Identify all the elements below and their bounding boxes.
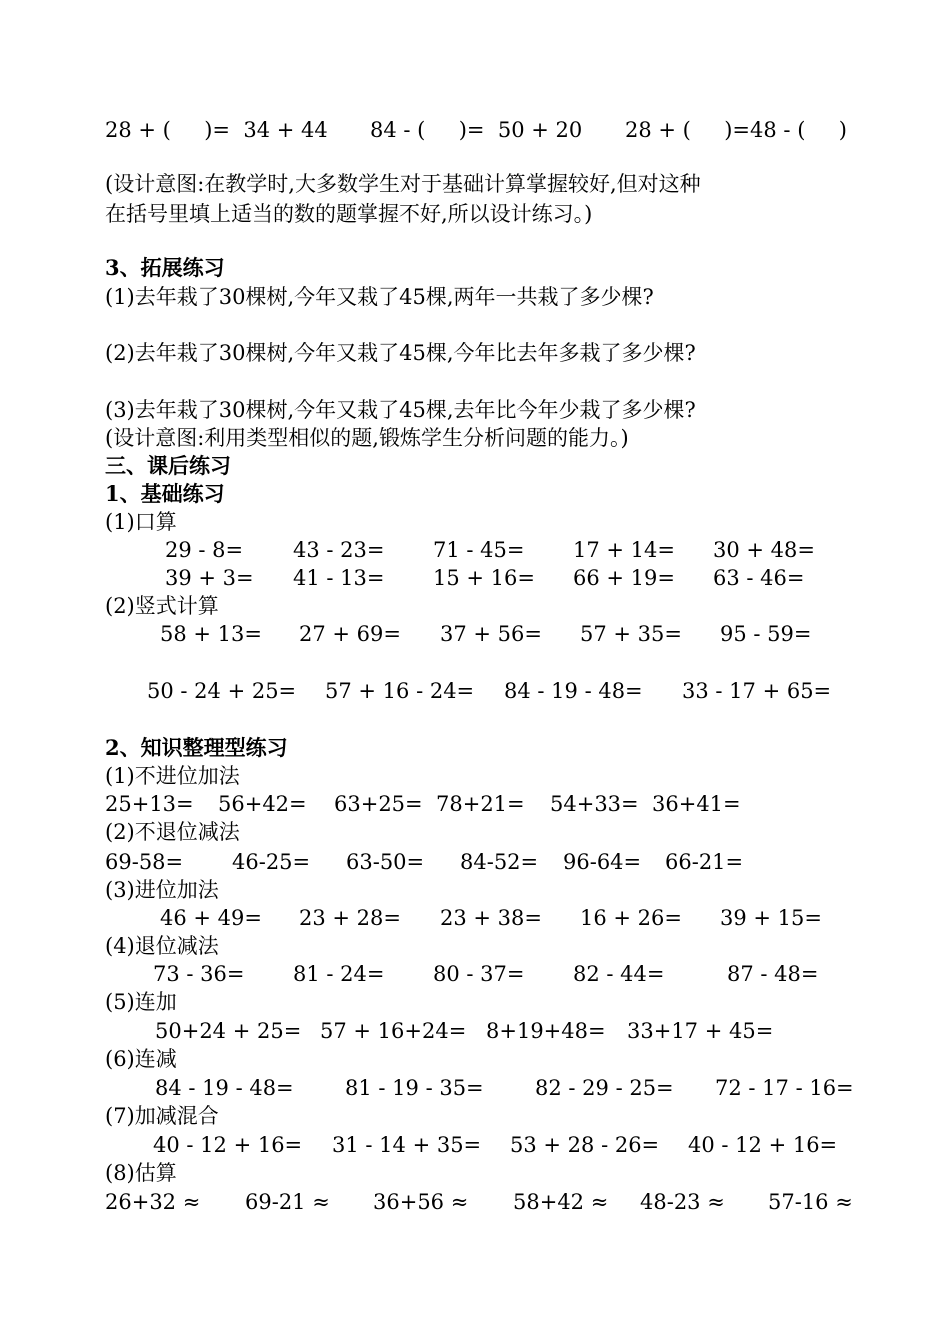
extension-heading: 3、拓展练习 [105, 255, 225, 280]
group-label: (2)不退位减法 [105, 820, 240, 844]
vertical-equation: 95 - 59= [720, 622, 812, 646]
equation: 63-50= [346, 850, 425, 874]
equation: 56+42= [218, 792, 307, 816]
oral-equation: 30 + 48= [713, 538, 815, 562]
equation: 84 - 19 - 48= [155, 1076, 294, 1100]
equation: 66-21= [665, 850, 744, 874]
equation: 25+13= [105, 792, 194, 816]
extension-question-1: (1)去年栽了30棵树,今年又栽了45棵,两年一共栽了多少棵? [105, 285, 654, 309]
oral-equation: 63 - 46= [713, 566, 805, 590]
top-equation-1: 28 + ( )= 34 + 44 [105, 118, 328, 142]
vertical-equation: 33 - 17 + 65= [682, 679, 832, 703]
equation: 63+25= [334, 792, 423, 816]
equation: 46 + 49= [160, 906, 262, 930]
equation: 57-16 ≈ [768, 1190, 853, 1214]
oral-equation: 41 - 13= [293, 566, 385, 590]
vertical-equation: 57 + 16 - 24= [325, 679, 475, 703]
equation: 73 - 36= [153, 962, 245, 986]
equation: 33+17 + 45= [627, 1019, 774, 1043]
equation: 81 - 19 - 35= [345, 1076, 484, 1100]
extension-question-3: (3)去年栽了30棵树,今年又栽了45棵,去年比今年少栽了多少棵? [105, 398, 696, 422]
equation: 87 - 48= [727, 962, 819, 986]
equation: 16 + 26= [580, 906, 682, 930]
oral-equation: 15 + 16= [433, 566, 535, 590]
equation: 69-58= [105, 850, 184, 874]
equation: 40 - 12 + 16= [153, 1133, 303, 1157]
vertical-equation: 27 + 69= [299, 622, 401, 646]
equation: 54+33= [550, 792, 639, 816]
equation: 72 - 17 - 16= [715, 1076, 854, 1100]
equation: 82 - 29 - 25= [535, 1076, 674, 1100]
basic-practice-heading: 1、基础练习 [105, 481, 225, 506]
group-label: (3)进位加法 [105, 878, 219, 902]
oral-calc-label: (1)口算 [105, 510, 177, 534]
vertical-equation: 84 - 19 - 48= [504, 679, 643, 703]
equation: 8+19+48= [486, 1019, 606, 1043]
equation: 40 - 12 + 16= [688, 1133, 838, 1157]
equation: 36+41= [652, 792, 741, 816]
oral-equation: 39 + 3= [165, 566, 254, 590]
group-label: (5)连加 [105, 990, 177, 1014]
top-equation-2: 84 - ( )= 50 + 20 [370, 118, 583, 142]
section-3-heading: 三、课后练习 [105, 453, 231, 478]
vertical-equation: 58 + 13= [160, 622, 262, 646]
equation: 23 + 38= [440, 906, 542, 930]
vertical-equation: 57 + 35= [580, 622, 682, 646]
group-label: (1)不进位加法 [105, 764, 240, 788]
equation: 48-23 ≈ [640, 1190, 725, 1214]
equation: 31 - 14 + 35= [332, 1133, 482, 1157]
equation: 82 - 44= [573, 962, 665, 986]
oral-equation: 66 + 19= [573, 566, 675, 590]
equation: 78+21= [436, 792, 525, 816]
oral-equation: 17 + 14= [573, 538, 675, 562]
equation: 36+56 ≈ [373, 1190, 469, 1214]
equation: 53 + 28 - 26= [510, 1133, 660, 1157]
knowledge-practice-heading: 2、知识整理型练习 [105, 735, 288, 760]
oral-equation: 29 - 8= [165, 538, 244, 562]
design-note-line-2: 在括号里填上适当的数的题掌握不好,所以设计练习。) [105, 202, 593, 226]
oral-equation: 43 - 23= [293, 538, 385, 562]
extension-question-2: (2)去年栽了30棵树,今年又栽了45棵,今年比去年多栽了多少棵? [105, 341, 696, 365]
vertical-equation: 50 - 24 + 25= [147, 679, 297, 703]
equation: 84-52= [460, 850, 539, 874]
group-label: (4)退位减法 [105, 934, 219, 958]
equation: 26+32 ≈ [105, 1190, 201, 1214]
top-equation-3: 28 + ( )=48 - ( ) [625, 118, 847, 142]
group-label: (7)加减混合 [105, 1104, 219, 1128]
equation: 23 + 28= [299, 906, 401, 930]
vertical-equation: 37 + 56= [440, 622, 542, 646]
vertical-calc-label: (2)竖式计算 [105, 594, 219, 618]
equation: 50+24 + 25= [155, 1019, 302, 1043]
group-label: (8)估算 [105, 1161, 177, 1185]
equation: 58+42 ≈ [513, 1190, 609, 1214]
extension-design-note: (设计意图:利用类型相似的题,锻炼学生分析问题的能力。) [105, 426, 629, 450]
oral-equation: 71 - 45= [433, 538, 525, 562]
equation: 81 - 24= [293, 962, 385, 986]
group-label: (6)连减 [105, 1047, 177, 1071]
equation: 57 + 16+24= [320, 1019, 467, 1043]
equation: 69-21 ≈ [245, 1190, 330, 1214]
design-note-line-1: (设计意图:在教学时,大多数学生对于基础计算掌握较好,但对这种 [105, 172, 701, 196]
equation: 96-64= [563, 850, 642, 874]
equation: 46-25= [232, 850, 311, 874]
equation: 39 + 15= [720, 906, 822, 930]
equation: 80 - 37= [433, 962, 525, 986]
